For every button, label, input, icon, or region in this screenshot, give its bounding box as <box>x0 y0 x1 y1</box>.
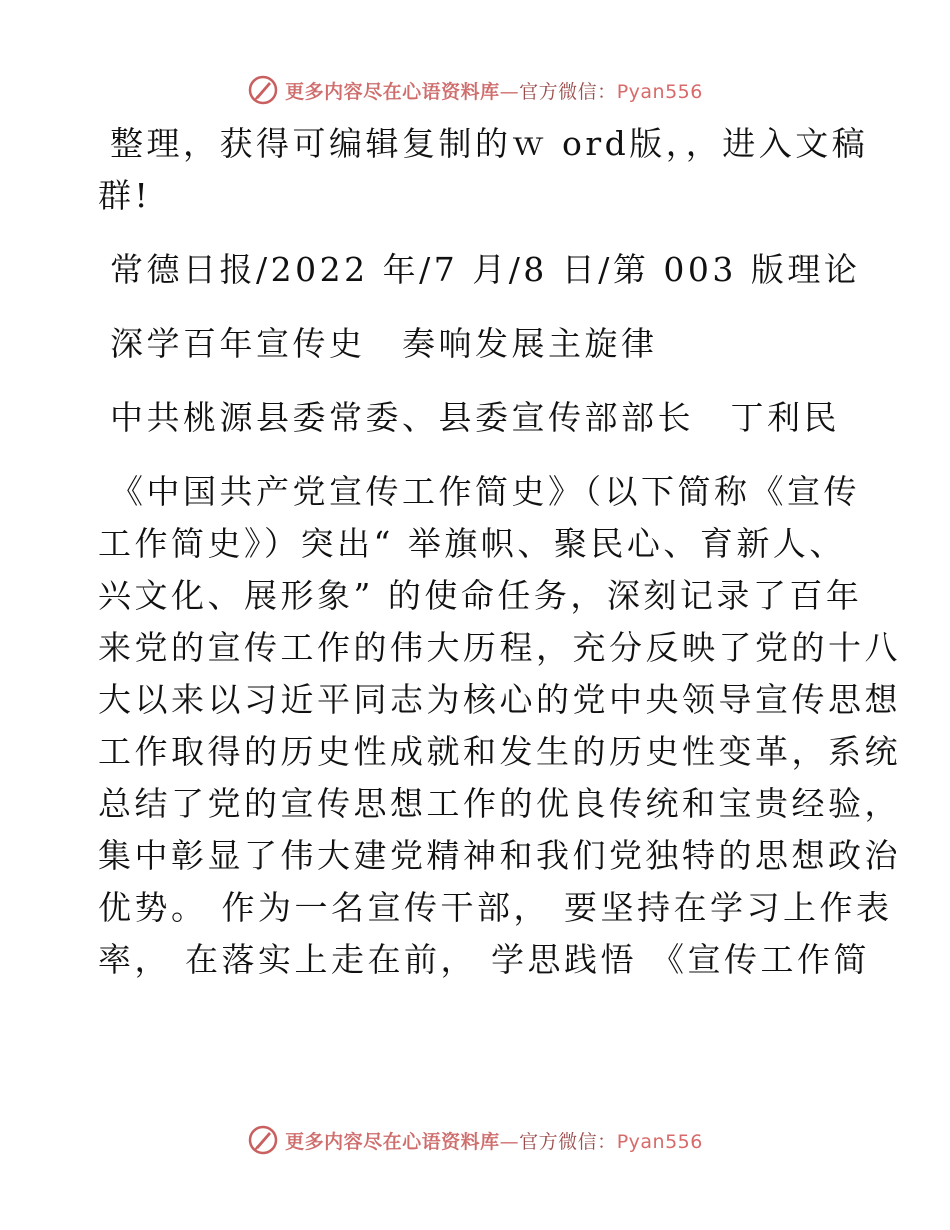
source-line: 常德日报/2022 年/7 月/8 日/第 003 版理论 <box>110 250 861 289</box>
paragraph-line: 率， 在落实上走在前， 学思践悟 《宣传工作简 <box>98 940 870 979</box>
watermark-text: 更多内容尽在心语资料库—官方微信：Pyan556 <box>285 80 703 103</box>
intro-line-2: 群! <box>98 176 152 215</box>
paragraph-line: 大以来以习近平同志为核心的党中央领导宣传思想 <box>98 680 901 719</box>
paragraph-line: 优势。 作为一名宣传干部， 要坚持在学习上作表 <box>98 888 893 927</box>
paragraph-line: 工作取得的历史性成就和发生的历史性变革，系统 <box>98 732 901 771</box>
footer-watermark <box>0 1120 950 1160</box>
quill-logo-icon <box>247 74 279 106</box>
paragraph-line: 总结了党的宣传思想工作的优良传统和宝贵经验， <box>98 784 901 823</box>
paragraph-line: 来党的宣传工作的伟大历程，充分反映了党的十八 <box>98 628 901 667</box>
paragraph-line: 集中彰显了伟大建党精神和我们党独特的思想政治 <box>98 836 901 875</box>
article-author: 中共桃源县委常委、县委宣传部部长 丁利民 <box>110 398 840 437</box>
quill-logo-icon <box>247 1124 279 1156</box>
watermark-text: 更多内容尽在心语资料库—官方微信：Pyan556 <box>285 1130 703 1153</box>
paragraph-line: 工作简史》）突出“ 举旗帜、聚民心、育新人、 <box>98 524 846 563</box>
paragraph-line: 兴文化、展形象” 的使命任务，深刻记录了百年 <box>98 576 863 615</box>
intro-line-1: 整理，获得可编辑复制的ｗ ord版，，进入文稿 <box>110 124 869 163</box>
paragraph-line: 《中国共产党宣传工作简史》（以下简称《宣传 <box>110 472 860 511</box>
header-watermark <box>0 70 950 110</box>
article-title: 深学百年宣传史 奏响发展主旋律 <box>110 324 658 363</box>
document-body <box>98 118 901 986</box>
